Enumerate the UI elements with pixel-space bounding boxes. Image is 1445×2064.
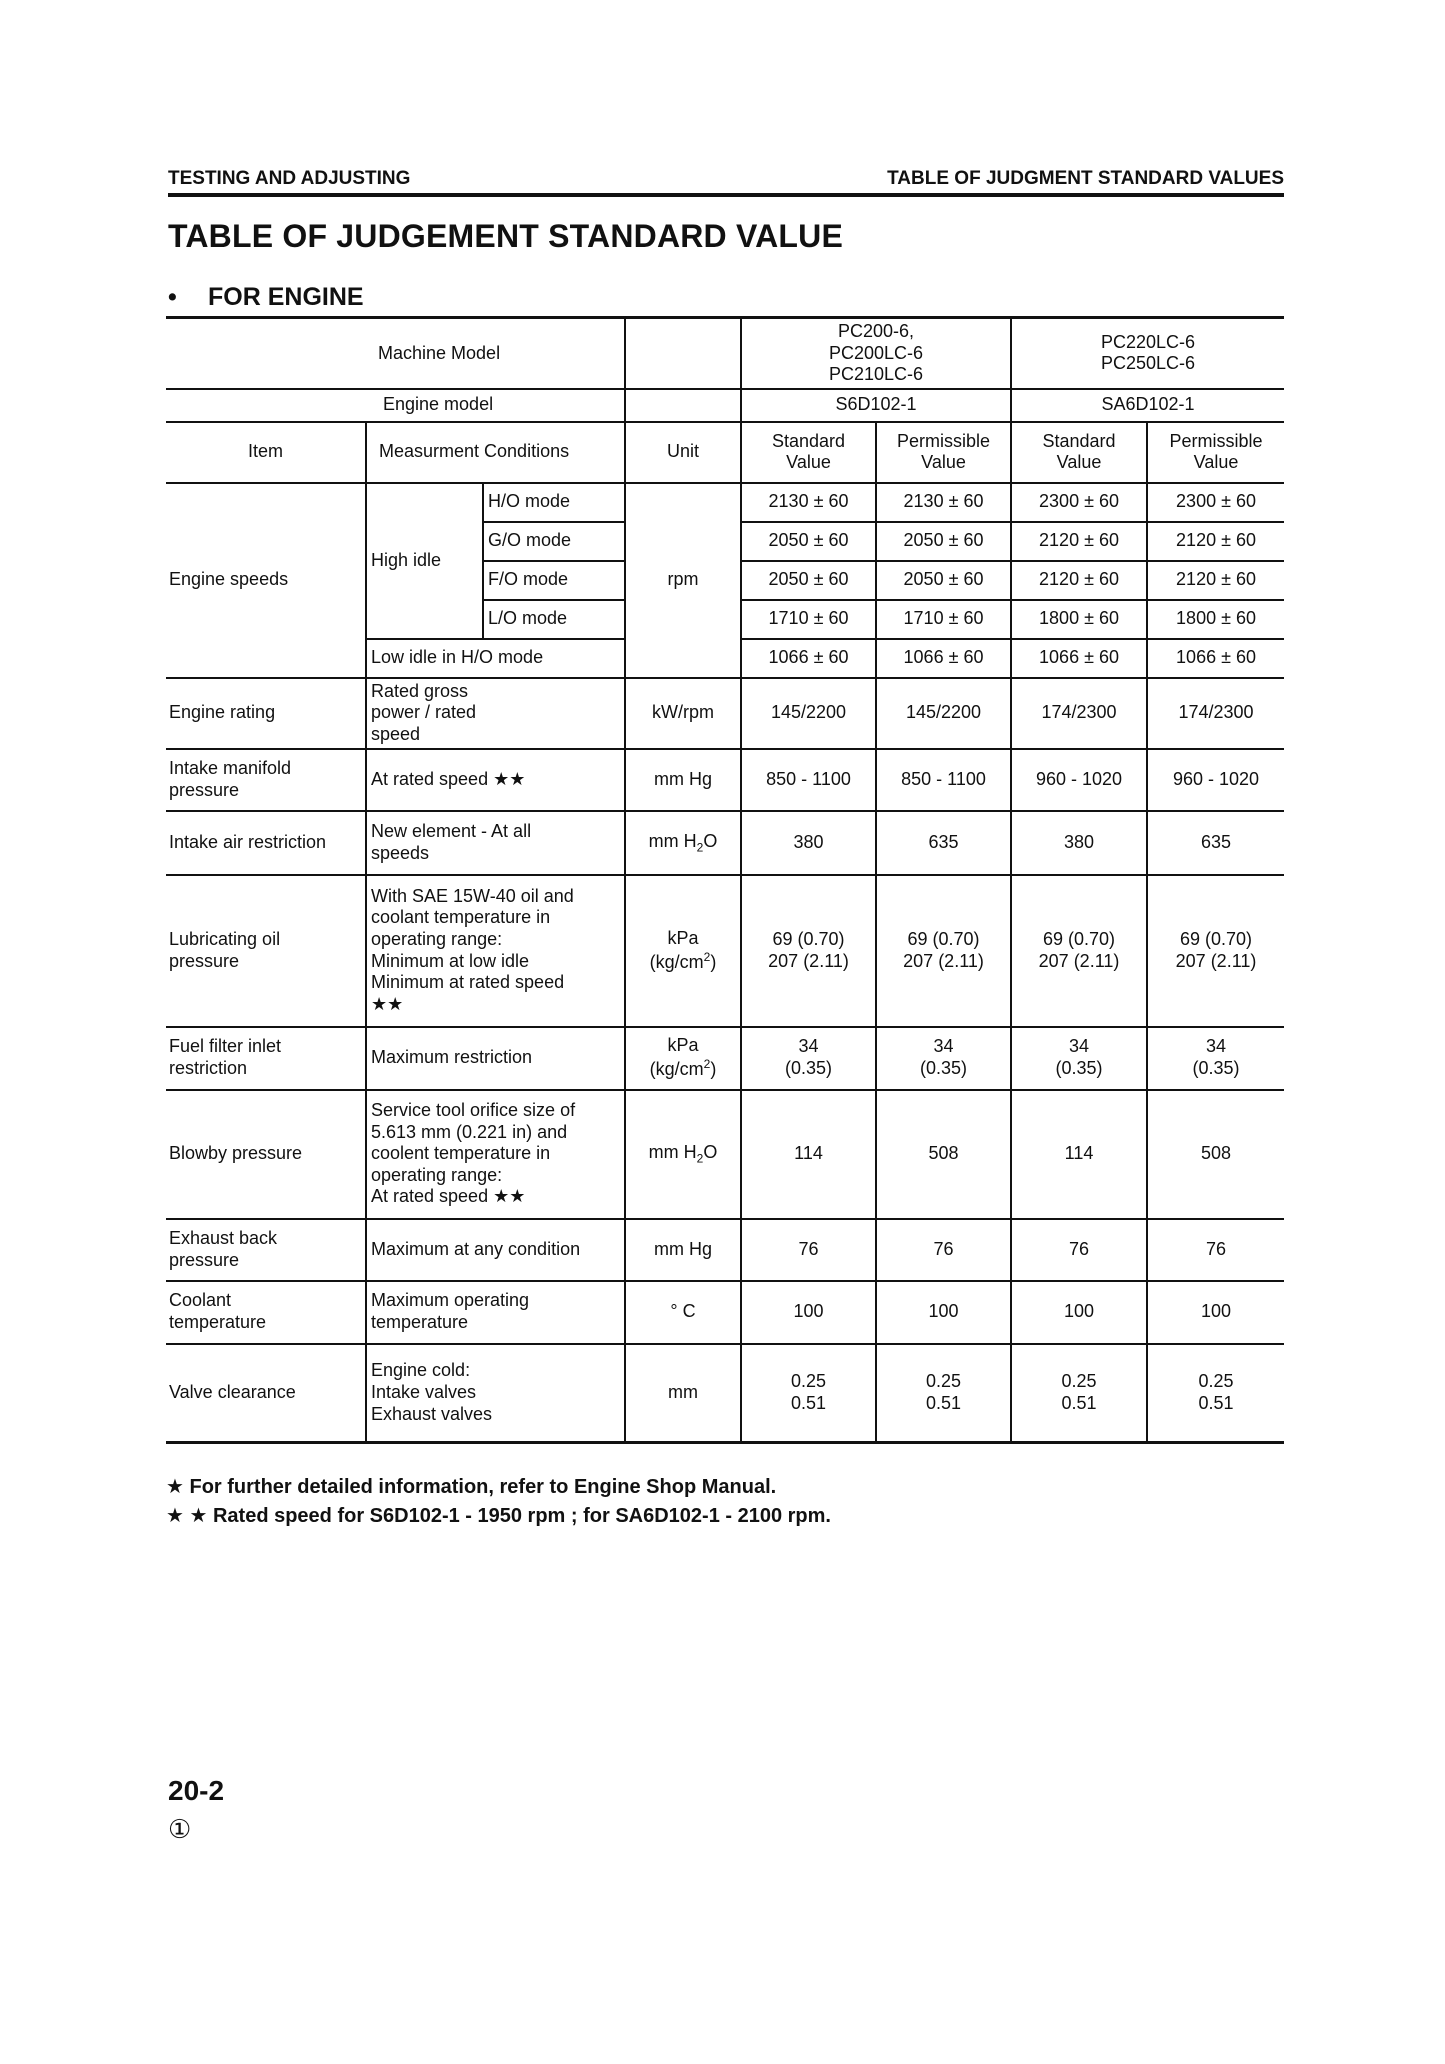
value-cell: 2120 ± 60 [1011, 522, 1147, 561]
condition-cell [366, 1090, 625, 1219]
table-row [166, 1281, 1284, 1344]
value-cell [1147, 1027, 1284, 1090]
condition-line: Exhaust valves [371, 1403, 493, 1424]
condition-line: coolent temperature in [371, 1143, 551, 1164]
unit-text: ) [710, 951, 717, 972]
value-cell: 2050 ± 60 [741, 561, 876, 600]
table-row [166, 1219, 1284, 1281]
bullet-icon: • [168, 283, 177, 311]
engine-model-label: Engine model [166, 389, 625, 422]
value-cell [741, 1027, 876, 1090]
page-number: 20-2 [168, 1775, 225, 1806]
value-cell: 960 - 1020 [1147, 749, 1284, 811]
value-cell: 76 [741, 1219, 876, 1281]
condition-line: coolant temperature in [371, 907, 551, 928]
group1-models: PC200-6, PC200LC-6 PC210LC-6 [741, 318, 1011, 389]
item-label: Exhaust back pressure [166, 1219, 366, 1281]
unit-superscript: 2 [703, 949, 711, 964]
item-label: Valve clearance [166, 1344, 366, 1443]
table-row [166, 1090, 1284, 1219]
item-label: Engine rating [166, 678, 366, 749]
unit-text: kPa [667, 1035, 699, 1056]
engine-speeds-label: Engine speeds [166, 483, 366, 678]
unit-text: (kg/cm [649, 1059, 704, 1080]
group2-permissible-header: Permissible Value [1147, 422, 1284, 483]
value-cell: 380 [741, 811, 876, 875]
footnote-1: ★ For further detailed information, refer to Engine Shop Manual. [166, 1476, 777, 1498]
table-row [166, 678, 1284, 749]
value-cell [1011, 1344, 1147, 1443]
value-cell [741, 875, 876, 1027]
unit-text: kPa [667, 927, 699, 948]
value-cell [1011, 875, 1147, 1027]
item-label: Blowby pressure [166, 1090, 366, 1219]
value-cell: 1066 ± 60 [741, 639, 876, 678]
mode-label: H/O mode [483, 483, 625, 522]
value-cell: 114 [741, 1090, 876, 1219]
item-label: Lubricating oil pressure [166, 875, 366, 1027]
unit-cell [625, 811, 741, 875]
page-header [168, 166, 1284, 197]
value-cell: 850 - 1100 [876, 749, 1011, 811]
mode-label: G/O mode [483, 522, 625, 561]
blank-cell [625, 318, 741, 389]
value-cell: 380 [1011, 811, 1147, 875]
value-line: 207 (2.11) [768, 950, 849, 971]
value-line: 0.51 [1198, 1392, 1234, 1413]
value-cell: 2120 ± 60 [1147, 522, 1284, 561]
group2-models: PC220LC-6 PC250LC-6 [1011, 318, 1284, 389]
value-cell: 508 [876, 1090, 1011, 1219]
value-cell: 100 [1147, 1281, 1284, 1344]
item-label: Fuel filter inlet restriction [166, 1027, 366, 1090]
value-cell: 508 [1147, 1090, 1284, 1219]
condition-line: 5.613 mm (0.221 in) and [371, 1121, 568, 1142]
value-line: 69 (0.70) [772, 928, 845, 949]
condition-cell [366, 1344, 625, 1443]
group1-engine: S6D102-1 [741, 389, 1011, 422]
unit-cell: kW/rpm [625, 678, 741, 749]
unit-text [630, 1057, 736, 1081]
judgement-standard-table [166, 316, 1284, 1444]
unit-subscript: 2 [696, 840, 704, 855]
value-line: 0.51 [790, 1392, 827, 1413]
unit-cell [625, 875, 741, 1027]
condition-cell: Maximum restriction [366, 1027, 625, 1090]
value-cell: 1800 ± 60 [1011, 600, 1147, 639]
value-cell: 2050 ± 60 [741, 522, 876, 561]
condition-line: Engine cold: [371, 1360, 471, 1381]
page-title: TABLE OF JUDGEMENT STANDARD VALUE [168, 218, 844, 254]
value-cell: 635 [876, 811, 1011, 875]
condition-line: Minimum at low idle [371, 950, 530, 971]
value-cell: 1710 ± 60 [741, 600, 876, 639]
value-cell: 76 [1147, 1219, 1284, 1281]
condition-line: Service tool orifice size of [371, 1100, 576, 1121]
item-label: Intake manifold pressure [166, 749, 366, 811]
value-cell: 76 [1011, 1219, 1147, 1281]
value-cell [1011, 1027, 1147, 1090]
condition-cell: Maximum operating temperature [366, 1281, 625, 1344]
condition-line: At rated speed ★★ [371, 1186, 526, 1207]
revision-mark: ① [168, 1814, 192, 1844]
value-cell: 174/2300 [1147, 678, 1284, 749]
value-cell: 1066 ± 60 [1011, 639, 1147, 678]
value-line: (0.35) [1192, 1058, 1240, 1079]
condition-cell: At rated speed ★★ [366, 749, 625, 811]
table-row [166, 875, 1284, 1027]
table-row [166, 811, 1284, 875]
value-cell: 114 [1011, 1090, 1147, 1219]
condition-cell: New element - At all speeds [366, 811, 625, 875]
value-cell [876, 1344, 1011, 1443]
value-cell: 960 - 1020 [1011, 749, 1147, 811]
value-cell: 2120 ± 60 [1147, 561, 1284, 600]
value-line: 69 (0.70) [1180, 928, 1253, 949]
value-line: (0.35) [920, 1058, 968, 1079]
unit-cell: mm [625, 1344, 741, 1443]
value-cell: 1066 ± 60 [876, 639, 1011, 678]
value-cell: 100 [741, 1281, 876, 1344]
unit-text [630, 950, 736, 974]
value-cell: 2300 ± 60 [1011, 483, 1147, 522]
table-row [166, 1027, 1284, 1090]
condition-line: Intake valves [371, 1382, 477, 1403]
value-line: 0.25 [1198, 1371, 1234, 1392]
blank-cell [625, 389, 741, 422]
group1-permissible-header: Permissible Value [876, 422, 1011, 483]
unit-text: ) [710, 1059, 717, 1080]
value-line: 0.25 [925, 1371, 962, 1392]
value-line: 69 (0.70) [907, 928, 980, 949]
value-line: 0.25 [1061, 1371, 1097, 1392]
low-idle-label: Low idle in H/O mode [366, 639, 625, 678]
footnote-2: ★ ★ Rated speed for S6D102-1 - 1950 rpm ; for SA6D102-1 - 2100 rpm. [166, 1505, 831, 1527]
section-label: FOR ENGINE [208, 283, 364, 311]
unit-text: mm H [648, 1142, 697, 1163]
section-heading [168, 283, 364, 312]
condition-line: ★★ [371, 993, 404, 1014]
unit-superscript: 2 [703, 1057, 711, 1072]
value-cell: 100 [876, 1281, 1011, 1344]
item-label: Intake air restriction [166, 811, 366, 875]
unit-cell: mm Hg [625, 1219, 741, 1281]
value-line: 0.51 [925, 1392, 962, 1413]
value-cell [1147, 1344, 1284, 1443]
value-line: 34 [1206, 1036, 1227, 1057]
value-cell: 2130 ± 60 [876, 483, 1011, 522]
conditions-header: Measurment Conditions [366, 422, 625, 483]
unit-subscript: 2 [696, 1151, 704, 1166]
table-row [166, 1344, 1284, 1443]
value-cell [1147, 875, 1284, 1027]
condition-line: operating range: [371, 1164, 503, 1185]
value-line: 207 (2.11) [1175, 950, 1257, 971]
value-cell: 1800 ± 60 [1147, 600, 1284, 639]
value-line: 0.25 [790, 1371, 827, 1392]
table-row [166, 749, 1284, 811]
unit-text: (kg/cm [649, 951, 704, 972]
unit-cell [625, 1090, 741, 1219]
value-line: 207 (2.11) [1038, 950, 1120, 971]
value-cell: 2050 ± 60 [876, 522, 1011, 561]
unit-text: O [703, 1142, 718, 1163]
condition-line: With SAE 15W-40 oil and [371, 885, 574, 906]
value-cell: 850 - 1100 [741, 749, 876, 811]
value-cell: 145/2200 [741, 678, 876, 749]
value-line: 69 (0.70) [1042, 928, 1116, 949]
column-header-row [166, 422, 1284, 483]
value-cell [741, 1344, 876, 1443]
group2-engine: SA6D102-1 [1011, 389, 1284, 422]
high-idle-label: High idle [366, 483, 483, 639]
engine-speeds-unit: rpm [625, 483, 741, 678]
condition-cell [366, 875, 625, 1027]
header-document-title: TABLE OF JUDGMENT STANDARD VALUES [887, 168, 1284, 189]
engine-model-row [166, 389, 1284, 422]
item-header: Item [166, 422, 366, 483]
value-cell [876, 1027, 1011, 1090]
value-cell: 2120 ± 60 [1011, 561, 1147, 600]
unit-cell [625, 1027, 741, 1090]
value-cell: 635 [1147, 811, 1284, 875]
value-cell: 2050 ± 60 [876, 561, 1011, 600]
value-cell: 1710 ± 60 [876, 600, 1011, 639]
engine-speed-row [166, 483, 1284, 522]
mode-label: L/O mode [483, 600, 625, 639]
condition-cell: Rated gross power / rated speed [366, 678, 625, 749]
value-cell: 100 [1011, 1281, 1147, 1344]
value-line: 207 (2.11) [903, 950, 984, 971]
value-cell: 2300 ± 60 [1147, 483, 1284, 522]
value-line: (0.35) [1055, 1058, 1103, 1079]
header-section-title: TESTING AND ADJUSTING [168, 168, 411, 189]
value-cell: 1066 ± 60 [1147, 639, 1284, 678]
value-cell: 2130 ± 60 [741, 483, 876, 522]
condition-cell: Maximum at any condition [366, 1219, 625, 1281]
group1-standard-header: Standard Value [741, 422, 876, 483]
value-cell: 174/2300 [1011, 678, 1147, 749]
unit-text: O [703, 830, 718, 851]
value-line: 34 [933, 1036, 954, 1057]
condition-line: operating range: [371, 928, 503, 949]
value-cell: 145/2200 [876, 678, 1011, 749]
unit-text: mm H [648, 830, 697, 851]
mode-label: F/O mode [483, 561, 625, 600]
value-line: (0.35) [785, 1058, 833, 1079]
group2-standard-header: Standard Value [1011, 422, 1147, 483]
footnotes [166, 1473, 831, 1531]
unit-header: Unit [625, 422, 741, 483]
value-line: 34 [798, 1036, 819, 1057]
value-cell [876, 875, 1011, 1027]
unit-cell: mm Hg [625, 749, 741, 811]
machine-model-row [166, 318, 1284, 389]
value-line: 0.51 [1061, 1392, 1097, 1413]
value-cell: 76 [876, 1219, 1011, 1281]
condition-line: Minimum at rated speed [371, 972, 565, 993]
value-line: 34 [1069, 1036, 1090, 1057]
machine-model-label: Machine Model [166, 318, 625, 389]
unit-cell: ° C [625, 1281, 741, 1344]
item-label: Coolant temperature [166, 1281, 366, 1344]
